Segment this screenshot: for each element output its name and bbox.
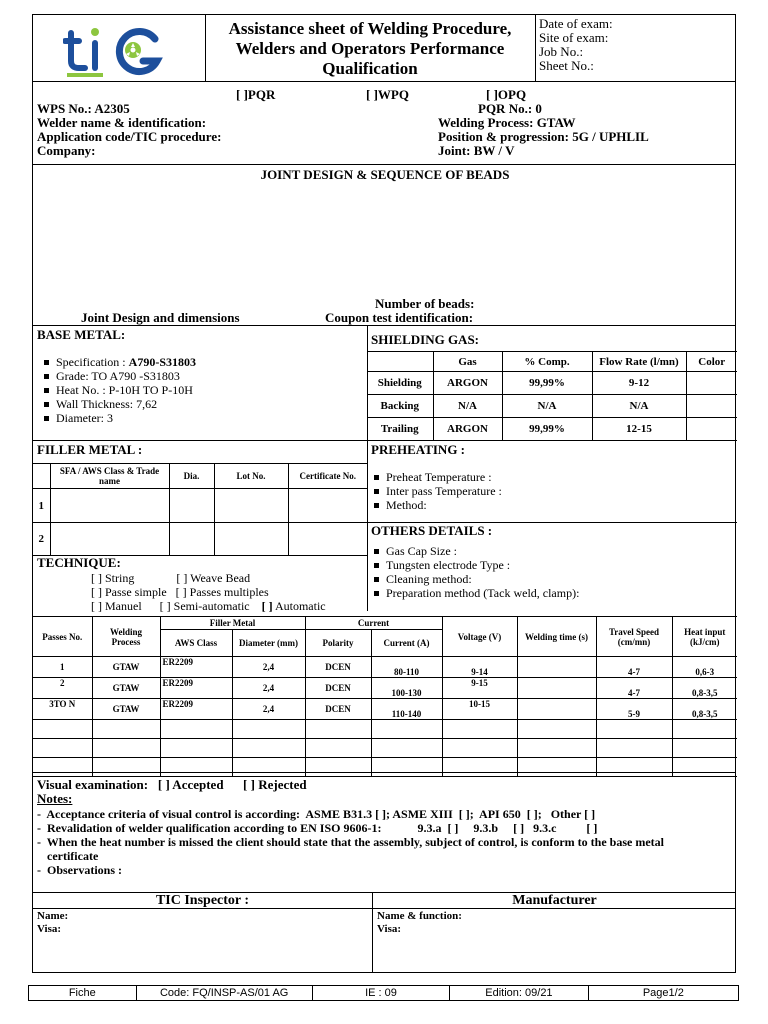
company-label: Company:	[37, 143, 96, 158]
gas-cell: ARGON	[433, 418, 502, 441]
welding-process: Welding Process: GTAW	[438, 115, 576, 130]
gas-row-label: Shielding	[367, 372, 433, 395]
filler-metal-table	[33, 463, 367, 556]
filler-cell[interactable]	[214, 523, 288, 556]
wpq-checkbox[interactable]: [ ]WPQ	[366, 87, 409, 102]
manufacturer-visa-label: Visa:	[377, 923, 402, 935]
pqr-no: PQR No.: 0	[478, 101, 542, 116]
welding-time-header: Welding time (s)	[517, 617, 596, 657]
job-no-label: Job No.:	[539, 44, 584, 59]
form-title-line2: Welders and Operators Performance	[235, 39, 505, 58]
footer-code: Code: FQ/INSP-AS/01 AG	[137, 986, 313, 1000]
sfa-aws-header: SFA / AWS Class & Trade name	[50, 464, 169, 489]
manufacturer-name-label: Name & function:	[377, 910, 462, 922]
current-a-header: Current (A)	[371, 630, 442, 657]
filler-row-number: 1	[33, 489, 50, 523]
table-row	[33, 720, 737, 739]
table-row	[33, 678, 737, 699]
gas-cell: N/A	[433, 395, 502, 418]
specification-item: Specification : A790-S31803	[41, 355, 196, 369]
pass-cell: 9-15	[442, 678, 517, 699]
pass-cell: GTAW	[92, 699, 160, 720]
visual-examination[interactable]: Visual examination: [ ] Accepted [ ] Rejected	[37, 777, 307, 792]
manufacturer-heading: Manufacturer	[512, 893, 597, 908]
gas-row-label: Trailing	[367, 418, 433, 441]
heat-input-header: Heat input (kJ/cm)	[672, 617, 737, 657]
others-details-heading: OTHERS DETAILS :	[371, 523, 493, 538]
gas-cell	[686, 418, 737, 441]
technique-heading: TECHNIQUE:	[37, 555, 121, 570]
position-progression: Position & progression: 5G / UPHLIL	[438, 129, 649, 144]
preheat-temperature-item: Preheat Temperature :	[371, 470, 502, 484]
joint-type: Joint: BW / V	[438, 143, 515, 158]
gas-cell: 99,99%	[502, 372, 592, 395]
pass-cell: 1	[33, 657, 92, 678]
form-title-line1: Assistance sheet of Welding Procedure,	[228, 19, 512, 38]
preheating-list	[371, 470, 502, 512]
pass-cell: ER2209	[160, 678, 232, 699]
comp-header: % Comp.	[502, 352, 592, 372]
sheet-no-label: Sheet No.:	[539, 58, 594, 73]
opq-checkbox[interactable]: [ ]OPQ	[486, 87, 527, 102]
gas-cell: N/A	[592, 395, 686, 418]
tic-inspector-heading: TIC Inspector :	[155, 893, 250, 908]
table-row	[33, 758, 737, 777]
diameter-item: Diameter: 3	[41, 411, 196, 425]
pass-cell: ER2209	[160, 699, 232, 720]
gas-cell: 9-12	[592, 372, 686, 395]
application-code-label: Application code/TIC procedure:	[37, 129, 222, 144]
passes-no-header: Passes No.	[33, 617, 92, 657]
joint-design-label: Joint Design and dimensions	[81, 310, 240, 325]
pass-cell: 0,8-3,5	[672, 699, 737, 720]
number-of-beads-label: Number of beads:	[375, 296, 475, 311]
pass-cell: 4-7	[596, 678, 672, 699]
technique-line2[interactable]: [ ] Passe simple [ ] Passes multiples	[91, 585, 269, 599]
gas-header: Gas	[433, 352, 502, 372]
dia-header: Dia.	[169, 464, 214, 489]
pass-cell: ER2209	[160, 657, 232, 678]
grade-item: Grade: TO A790 -S31803	[41, 369, 196, 383]
pass-cell: 110-140	[371, 699, 442, 720]
preparation-method-item: Preparation method (Tack weld, clamp):	[371, 586, 579, 600]
gas-cell: ARGON	[433, 372, 502, 395]
pass-cell: 0,6-3	[672, 657, 737, 678]
shielding-gas-table	[367, 351, 737, 441]
filler-cell[interactable]	[214, 489, 288, 523]
footer-edition: Edition: 09/21	[450, 986, 588, 1000]
pass-cell: DCEN	[305, 699, 371, 720]
note-acceptance-criteria: - Acceptance criteria of visual control is according: ASME B31.3 [ ]; ASME XIII [ ]; API 650 [ ]; Other [ ]	[37, 807, 596, 821]
table-row	[33, 489, 367, 523]
date-of-exam-label: Date of exam:	[539, 16, 613, 31]
pass-cell	[517, 657, 596, 678]
pass-cell: DCEN	[305, 678, 371, 699]
gas-cell: 12-15	[592, 418, 686, 441]
pass-cell: GTAW	[92, 678, 160, 699]
pass-cell: 2,4	[232, 657, 305, 678]
pass-cell: 100-130	[371, 678, 442, 699]
voltage-header: Voltage (V)	[442, 617, 517, 657]
tic-logo	[63, 21, 173, 79]
current-group-header: Current	[305, 617, 442, 630]
pass-cell	[517, 678, 596, 699]
pass-cell: 2	[33, 678, 92, 699]
pass-cell: 3TO N	[33, 699, 92, 720]
footer-ie: IE : 09	[313, 986, 450, 1000]
footer-fiche: Fiche	[29, 986, 137, 1000]
pass-cell: 2,4	[232, 678, 305, 699]
flow-rate-header: Flow Rate (l/mn)	[592, 352, 686, 372]
pass-cell: 4-7	[596, 657, 672, 678]
note-revalidation: - Revalidation of welder qualification according to EN ISO 9606-1: 9.3.a [ ] 9.3.b [ ] 9.3.c [ ]	[37, 821, 598, 835]
joint-design-heading: JOINT DESIGN & SEQUENCE OF BEADS	[260, 167, 510, 182]
preheating-heading: PREHEATING :	[371, 442, 466, 457]
welding-process-header: Welding Process	[92, 617, 160, 657]
filler-header-blank	[33, 464, 50, 489]
form-title-line3: Qualification	[322, 59, 418, 78]
inspector-name-label: Name:	[37, 910, 69, 922]
filler-cell[interactable]	[169, 489, 214, 523]
coupon-test-label: Coupon test identification:	[325, 310, 474, 325]
wall-thickness-item: Wall Thickness: 7,62	[41, 397, 196, 411]
base-metal-heading: BASE METAL:	[37, 327, 126, 342]
base-metal-list	[41, 355, 196, 425]
color-header: Color	[686, 352, 737, 372]
gas-header-blank	[367, 352, 433, 372]
gas-cell: N/A	[502, 395, 592, 418]
note-observations: - Observations :	[37, 863, 122, 877]
others-details-list	[371, 544, 579, 600]
note-heat-number-cont: certificate	[47, 849, 99, 863]
preheat-method-item: Method:	[371, 498, 502, 512]
filler-cell[interactable]	[288, 489, 367, 523]
lot-no-header: Lot No.	[214, 464, 288, 489]
table-row	[33, 699, 737, 720]
tungsten-electrode-item: Tungsten electrode Type :	[371, 558, 579, 572]
pqr-checkbox[interactable]: [ ]PQR	[236, 87, 276, 102]
filler-cell[interactable]	[288, 523, 367, 556]
wps-no: WPS No.: A2305	[37, 101, 130, 116]
notes-label: Notes:	[37, 791, 73, 806]
cleaning-method-item: Cleaning method:	[371, 572, 579, 586]
table-row	[33, 523, 367, 556]
filler-metal-group-header: Filler Metal	[160, 617, 305, 630]
polarity-header: Polarity	[305, 630, 371, 657]
table-row	[367, 418, 737, 441]
interpass-temperature-item: Inter pass Temperature :	[371, 484, 502, 498]
pass-cell: 80-110	[371, 657, 442, 678]
pass-cell: 9-14	[442, 657, 517, 678]
gas-cap-size-item: Gas Cap Size :	[371, 544, 579, 558]
technique-line3[interactable]: [ ] Manuel [ ] Semi-automatic [ ] Automatic	[91, 599, 326, 613]
shielding-gas-heading: SHIELDING GAS:	[371, 332, 479, 347]
note-heat-number: - When the heat number is missed the client should state that the assembly, subject of control, is conform to the base metal	[37, 835, 664, 849]
document-footer	[28, 985, 739, 1001]
pass-cell: GTAW	[92, 657, 160, 678]
passes-table	[33, 616, 737, 777]
gas-cell	[686, 372, 737, 395]
travel-speed-header: Travel Speed (cm/mn)	[596, 617, 672, 657]
technique-line1[interactable]: [ ] String [ ] Weave Bead	[91, 571, 251, 585]
filler-row-number: 2	[33, 523, 50, 556]
welder-name-label: Welder name & identification:	[37, 115, 207, 130]
filler-cell[interactable]	[50, 523, 169, 556]
pass-cell: DCEN	[305, 657, 371, 678]
table-row	[33, 657, 737, 678]
gas-cell	[686, 395, 737, 418]
site-of-exam-label: Site of exam:	[539, 30, 609, 45]
pass-cell: 5-9	[596, 699, 672, 720]
filler-cell[interactable]	[50, 489, 169, 523]
pass-cell: 0,8-3,5	[672, 678, 737, 699]
aws-class-header: AWS Class	[160, 630, 232, 657]
table-row	[367, 395, 737, 418]
heat-no-item: Heat No. : P-10H TO P-10H	[41, 383, 196, 397]
pass-cell	[517, 699, 596, 720]
diameter-header: Diameter (mm)	[232, 630, 305, 657]
gas-cell: 99,99%	[502, 418, 592, 441]
table-row	[367, 372, 737, 395]
filler-cell[interactable]	[169, 523, 214, 556]
pass-cell: 2,4	[232, 699, 305, 720]
footer-page: Page1/2	[642, 987, 684, 999]
pass-cell: 10-15	[442, 699, 517, 720]
filler-metal-heading: FILLER METAL :	[37, 442, 143, 457]
table-row	[33, 739, 737, 758]
inspector-visa-label: Visa:	[37, 923, 62, 935]
form-sheet	[32, 14, 736, 973]
gas-row-label: Backing	[367, 395, 433, 418]
certificate-no-header: Certificate No.	[288, 464, 367, 489]
